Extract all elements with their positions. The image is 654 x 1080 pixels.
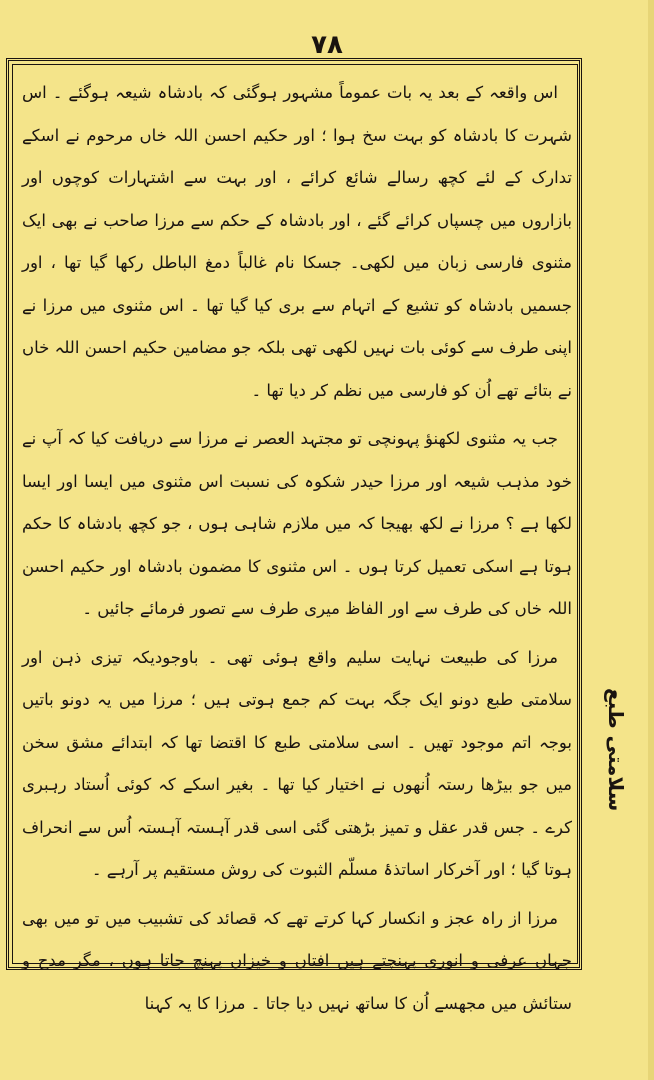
paragraph-4: مرزا از راہ عجز و انکسار کہا کرتے تھے کہ قصائد کی تشبیب میں تو میں بھی جہاں عرفی و انوری پہنچتے ہیں افتاں و خیزاں پہنچ جاتا ہوں ، مگر مدح و ستائش میں مجھسے اُن کا ساتھ نہیں دیا جاتا ۔ مرزا کا یہ کہنا — [22, 908, 572, 1013]
page-number: ٧٨ — [311, 30, 343, 60]
main-text — [22, 72, 572, 1013]
margin-heading: سلامتی طبع — [604, 688, 628, 812]
paragraph-3: مرزا کی طبیعت نہایت سلیم واقع ہوئی تھی ۔ باوجودیکہ تیزی ذہن اور سلامتی طبع دونو ایک جگہ بہت کم جمع ہوتی ہیں ؛ مرزا میں یہ دونو باتیں بوجہ اتم موجود تھیں ۔ اسی سلامتی طبع کا اقتضا تھا کہ ابتدائے مشق سخن میں جو بیڑھا رستہ اُنھوں نے اختیار کیا تھا ۔ بغیر اسکے کہ کوئی اُستاد رہبری کرے ۔ جس قدر عقل و تمیز بڑھتی گئی اسی قدر آہستہ آہستہ اُس سے انحراف ہوتا گیا ؛ اور آخرکار اساتذۂ مسلّم الثبوت کی روش مستقیم پر آرہے ۔ — [22, 647, 572, 879]
paragraph-1: اس واقعہ کے بعد یہ بات عموماً مشہور ہوگئی کہ بادشاہ شیعہ ہوگئے ۔ اس شہرت کا بادشاہ کو بہت سخ ہوا ؛ اور حکیم احسن اللہ خاں مرحوم نے اسکے تدارک کے لئے کچھ رسالے شائع کرائے ، اور بہت سے اشتہارات کوچوں اور بازاروں میں چسپاں کرائے گئے ، اور بادشاہ کے حکم سے مرزا صاحب نے بھی ایک مثنوی فارسی زبان میں لکھی۔ جسکا نام غالباً دمغ الباطل رکھا گیا تھا ، اور جسمیں بادشاہ کو تشیع کے اتہام سے بری کیا گیا تھا ۔ اس مثنوی میں مرزا نے اپنی طرف سے کوئی بات نہیں لکھی تھی بلکہ جو مضامین حکیم احسن اللہ خاں نے بتائے تھے اُن کو فارسی میں نظم کر دیا تھا ۔ — [22, 83, 572, 400]
page-edge — [648, 0, 654, 1080]
paragraph-2: جب یہ مثنوی لکھنؤ پہونچی تو مجتہد العصر نے مرزا سے دریافت کیا کہ آپ نے خود مذہب شیعہ اور مرزا حیدر شکوہ کی نسبت اس مثنوی میں ایسا اور ایسا لکھا ہے ؟ مرزا نے لکھ بھیجا کہ میں ملازم شاہی ہوں ، جو کچھ بادشاہ کا حکم ہوتا ہے اسکی تعمیل کرتا ہوں ۔ اس مثنوی کا مضمون بادشاہ اور حکیم احسن اللہ خاں کی طرف سے اور الفاظ میری طرف سے تصور فرمائے جائیں ۔ — [22, 429, 572, 618]
